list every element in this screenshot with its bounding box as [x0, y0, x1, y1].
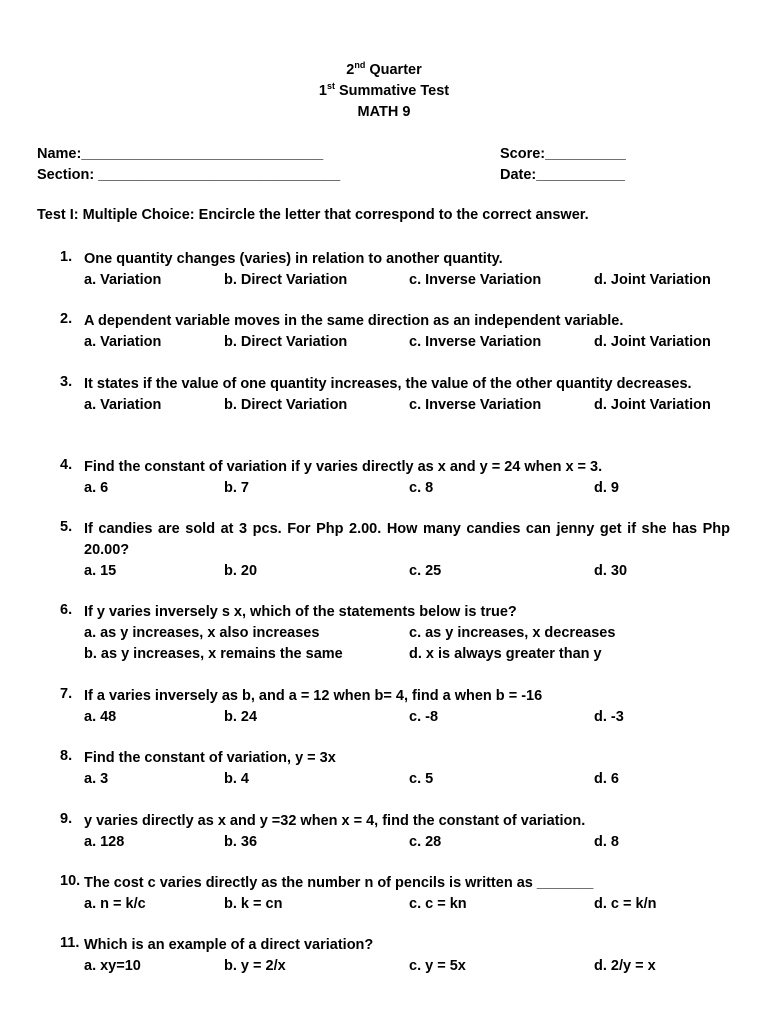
option-a[interactable]: a. xy=10 [84, 958, 141, 974]
date-field[interactable]: Date:___________ [500, 167, 625, 183]
option-a[interactable]: a. 48 [84, 709, 117, 725]
question-4 [60, 457, 730, 499]
question-text: If y varies inversely s x, which of the statements below is true? [84, 604, 517, 620]
question-11 [60, 935, 730, 977]
header-subject: MATH 9 [357, 104, 411, 120]
question-text: A dependent variable moves in the same direction as an independent variable. [84, 313, 624, 329]
question-text: It states if the value of one quantity increases, the value of the other quantity decreases. [84, 376, 692, 392]
option-d[interactable]: d. 8 [594, 834, 619, 850]
question-2 [60, 311, 730, 353]
question-number: 3. [60, 374, 73, 390]
option-a[interactable]: a. n = k/c [84, 896, 146, 912]
question-number: 8. [60, 748, 73, 764]
option-c[interactable]: c. Inverse Variation [409, 397, 542, 413]
option-a[interactable]: a. 3 [84, 771, 109, 787]
option-d[interactable]: d. Joint Variation [594, 272, 711, 288]
score-field[interactable]: Score:__________ [500, 146, 626, 162]
question-text: The cost c varies directly as the number n of pencils is written as _______ [84, 875, 594, 891]
section-field[interactable]: Section: ______________________________ [37, 167, 341, 183]
question-text: If a varies inversely as b, and a = 12 when b= 4, find a when b = -16 [84, 688, 543, 704]
option-c[interactable]: c. y = 5x [409, 958, 466, 974]
option-d[interactable]: d. Joint Variation [594, 334, 711, 350]
option-a[interactable]: a. Variation [84, 272, 162, 288]
option-d[interactable]: d. x is always greater than y [409, 646, 602, 662]
option-b[interactable]: b. Direct Variation [224, 272, 348, 288]
option-a[interactable]: a. Variation [84, 397, 162, 413]
option-d[interactable]: d. 30 [594, 563, 628, 579]
question-number: 5. [60, 519, 73, 535]
question-number: 2. [60, 311, 73, 327]
question-6 [60, 602, 730, 665]
question-text: Find the constant of variation if y varies directly as x and y = 24 when x = 3. [84, 459, 603, 475]
question-1 [60, 249, 730, 291]
question-7 [60, 686, 730, 728]
option-b[interactable]: b. 20 [224, 563, 258, 579]
option-c[interactable]: c. 8 [409, 480, 434, 496]
question-text: One quantity changes (varies) in relation to another quantity. [84, 251, 503, 267]
option-c[interactable]: c. Inverse Variation [409, 272, 542, 288]
option-a[interactable]: a. Variation [84, 334, 162, 350]
option-c[interactable]: c. 5 [409, 771, 434, 787]
option-d[interactable]: d. Joint Variation [594, 397, 711, 413]
option-c[interactable]: c. 28 [409, 834, 442, 850]
question-10 [60, 873, 730, 915]
option-d[interactable]: d. -3 [594, 709, 624, 725]
question-5 [60, 519, 730, 582]
question-9 [60, 811, 730, 853]
option-d[interactable]: d. 2/y = x [594, 958, 656, 974]
option-c[interactable]: c. -8 [409, 709, 439, 725]
option-c[interactable]: c. as y increases, x decreases [409, 625, 616, 641]
option-b[interactable]: b. 7 [224, 480, 249, 496]
option-a[interactable]: a. 128 [84, 834, 125, 850]
option-d[interactable]: d. 6 [594, 771, 619, 787]
option-b[interactable]: b. 36 [224, 834, 258, 850]
option-b[interactable]: b. k = cn [224, 896, 283, 912]
question-number: 6. [60, 602, 73, 618]
question-number: 1. [60, 249, 73, 265]
instructions: Test I: Multiple Choice: Encircle the letter that correspond to the correct answer. [37, 207, 589, 223]
option-b[interactable]: b. as y increases, x remains the same [84, 646, 343, 662]
question-text: Which is an example of a direct variation? [84, 937, 374, 953]
question-8 [60, 748, 730, 790]
option-c[interactable]: c. Inverse Variation [409, 334, 542, 350]
option-a[interactable]: a. 15 [84, 563, 117, 579]
option-b[interactable]: b. y = 2/x [224, 958, 286, 974]
question-number: 11. [60, 935, 80, 951]
question-number: 9. [60, 811, 73, 827]
option-d[interactable]: d. c = k/n [594, 896, 657, 912]
question-number: 10. [60, 873, 81, 889]
option-c[interactable]: c. 25 [409, 563, 442, 579]
header-test-title: 1st Summative Test [318, 81, 450, 99]
question-text: Find the constant of variation, y = 3x [84, 750, 336, 766]
option-a[interactable]: a. as y increases, x also increases [84, 625, 320, 641]
question-text: y varies directly as x and y =32 when x = 4, find the constant of variation. [84, 813, 586, 829]
name-field[interactable]: Name:______________________________ [37, 146, 324, 162]
question-3 [60, 374, 730, 416]
question-number: 4. [60, 457, 73, 473]
option-a[interactable]: a. 6 [84, 480, 109, 496]
option-c[interactable]: c. c = kn [409, 896, 467, 912]
question-number: 7. [60, 686, 73, 702]
option-d[interactable]: d. 9 [594, 480, 619, 496]
option-b[interactable]: b. 4 [224, 771, 249, 787]
header-quarter: 2nd Quarter [346, 60, 422, 78]
question-text: If candies are sold at 3 pcs. For Php 2.00. How many candies can jenny get if she has Php 20.00? [84, 521, 730, 558]
option-b[interactable]: b. Direct Variation [224, 334, 348, 350]
option-b[interactable]: b. Direct Variation [224, 397, 348, 413]
option-b[interactable]: b. 24 [224, 709, 258, 725]
